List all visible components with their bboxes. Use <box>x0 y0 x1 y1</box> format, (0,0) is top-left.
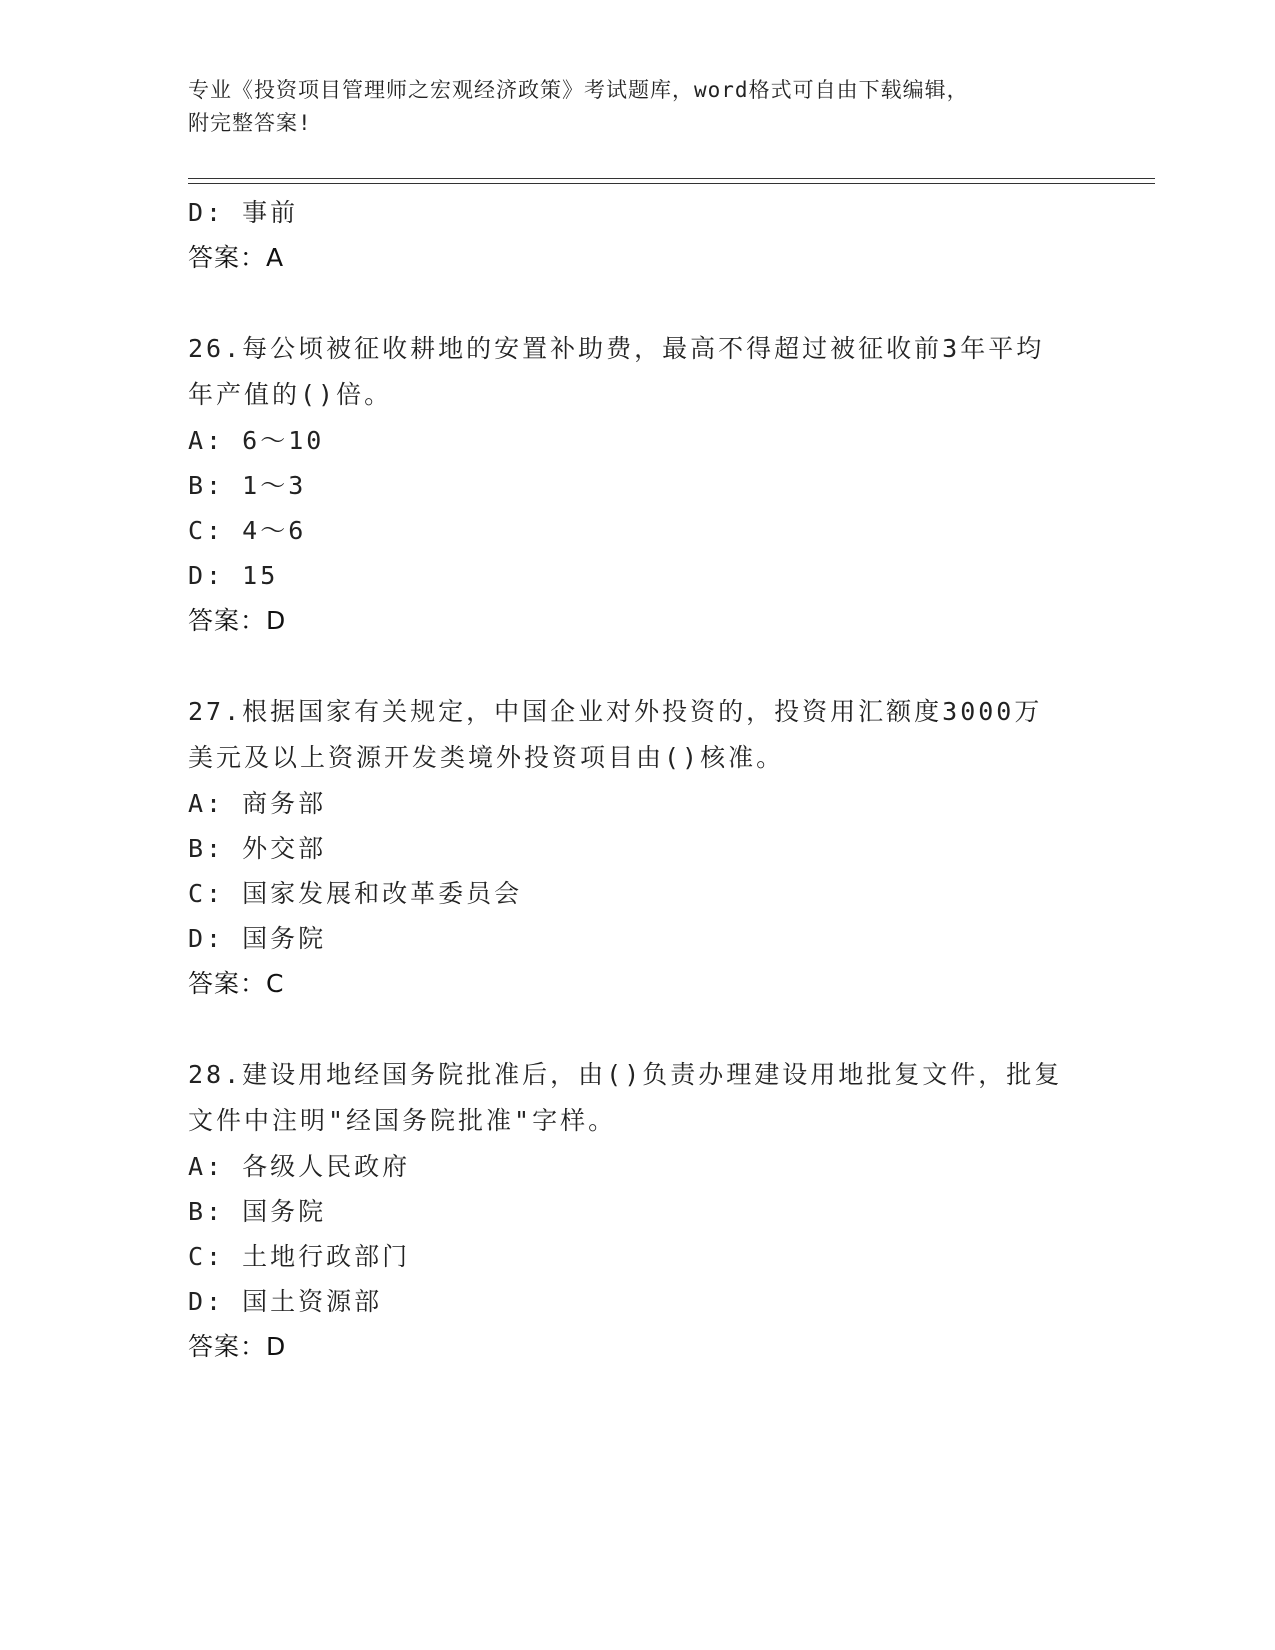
question-27 <box>188 689 1088 1006</box>
option-b: B: 国务院 <box>188 1197 327 1226</box>
document-header <box>188 74 1088 140</box>
question-text <box>188 326 1088 418</box>
option-d: D: 15 <box>188 561 279 590</box>
option-b: B: 1～3 <box>188 471 307 500</box>
previous-question-tail <box>188 190 1088 280</box>
option-c: C: 国家发展和改革委员会 <box>188 879 523 908</box>
option-d: D: 事前 <box>188 198 299 227</box>
question-text-line-2: 美元及以上资源开发类境外投资项目由()核准。 <box>188 743 785 772</box>
option-d: D: 国务院 <box>188 924 327 953</box>
header-title-line-2: 附完整答案! <box>188 111 312 135</box>
option-a: A: 6～10 <box>188 426 325 455</box>
answer-line: 答案：A <box>188 243 285 272</box>
question-text-line-1: 28.建设用地经国务院批准后，由()负责办理建设用地批复文件，批复 <box>188 1060 1063 1089</box>
question-28 <box>188 1052 1088 1369</box>
question-text <box>188 1052 1088 1144</box>
header-divider-double <box>188 183 1155 184</box>
answer-line: 答案：D <box>188 1332 287 1361</box>
question-text <box>188 689 1088 781</box>
question-26 <box>188 326 1088 643</box>
question-text-line-1: 27.根据国家有关规定，中国企业对外投资的，投资用汇额度3000万 <box>188 697 1043 726</box>
question-text-line-2: 文件中注明"经国务院批准"字样。 <box>188 1106 617 1135</box>
option-b: B: 外交部 <box>188 834 327 863</box>
option-a: A: 商务部 <box>188 789 327 818</box>
answer-line: 答案：D <box>188 606 287 635</box>
header-title-line-1: 专业《投资项目管理师之宏观经济政策》考试题库，word格式可自由下载编辑， <box>188 78 969 102</box>
answer-line: 答案：C <box>188 969 285 998</box>
question-text-line-1: 26.每公顷被征收耕地的安置补助费，最高不得超过被征收前3年平均 <box>188 334 1045 363</box>
option-d: D: 国土资源部 <box>188 1287 383 1316</box>
option-c: C: 土地行政部门 <box>188 1242 411 1271</box>
question-list <box>188 190 1088 1369</box>
option-c: C: 4～6 <box>188 516 307 545</box>
header-divider <box>188 178 1155 179</box>
question-text-line-2: 年产值的()倍。 <box>188 380 393 409</box>
option-a: A: 各级人民政府 <box>188 1152 411 1181</box>
